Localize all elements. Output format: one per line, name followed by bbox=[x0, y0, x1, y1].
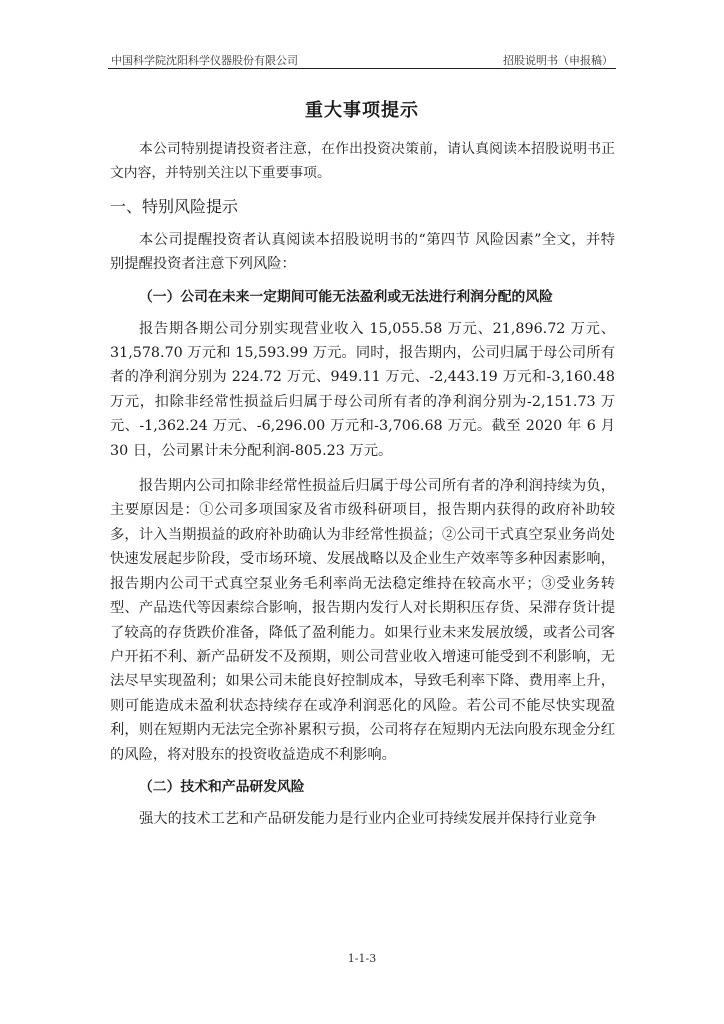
header-document-type: 招股说明书（申报稿） bbox=[503, 54, 613, 67]
page-title: 重大事项提示 bbox=[305, 100, 419, 121]
header-company-name: 中国科学院沈阳科学仪器股份有限公司 bbox=[111, 54, 298, 67]
profit-risk-paragraph-1: 报告期各期公司分别实现营业收入 15,055.58 万元、21,896.72 万元、31,578.70 万元和 15,593.99 万元。同时，报告期内，公司归属于母公司所有者的净利润分别为 224.72 万元、949.11 万元、-2,443.19 万元和-3,160.48 万元，扣除非经常性损益后归属于母公司所有者的净利润分别为-2,151.73 万元、-1,362.24 万元、-6,296.00 万元和-3,706.68 万元。截至 2020 年 6 月 30 日，公司累计未分配利润-805.23 万元。 bbox=[110, 320, 615, 459]
section-heading-special-risks: 一、特别风险提示 bbox=[110, 196, 239, 216]
profit-risk-paragraph-2: 报告期内公司扣除非经常性损益后归属于母公司所有者的净利润持续为负，主要原因是：①公司多项国家及省市级科研项目，报告期内获得的政府补助较多，计入当期损益的政府补助确认为非经常性损益；②公司干式真空泵业务尚处快速发展起步阶段，受市场环境、发展战略以及企业生产效率等多种因素影响，报告期内公司干式真空泵业务毛利率尚无法稳定维持在较高水平；③受业务转型、产品迭代等因素综合影响，报告期内发行人对长期积压存货、呆滞存货计提了较高的存货跌价准备，降低了盈利能力。如果行业未来发展放缓，或者公司客户开拓不利、新产品研发不及预期，则公司营业收入增速可能受到不利影响，无法尽早实现盈利；如果公司未能良好控制成本，导致毛利率下降、费用率上升，则可能造成未盈利状态持续存在或净利润恶化的风险。若公司不能尽快实现盈利，则在短期内无法完全弥补累积亏损，公司将存在短期内无法向股东现金分红的风险，将对股东的投资收益造成不利影响。 bbox=[110, 478, 615, 763]
subsection-heading-tech-risk: （二）技术和产品研发风险 bbox=[139, 778, 305, 795]
subsection-heading-profit-risk: （一）公司在未来一定期间可能无法盈利或无法进行利润分配的风险 bbox=[139, 288, 553, 305]
intro-paragraph: 本公司特别提请投资者注意，在作出投资决策前，请认真阅读本招股说明书正文内容，并特别关注以下重要事项。 bbox=[110, 141, 615, 182]
page-header bbox=[108, 50, 616, 68]
tech-risk-paragraph-1: 强大的技术工艺和产品研发能力是行业内企业可持续发展并保持行业竞争 bbox=[139, 810, 597, 827]
section-intro-paragraph: 本公司提醒投资者认真阅读本招股说明书的“第四节 风险因素”全文，并特别提醒投资者注意下列风险： bbox=[110, 231, 615, 273]
header-divider bbox=[108, 68, 616, 69]
page-number: 1-1-3 bbox=[347, 952, 377, 965]
document-body bbox=[110, 137, 615, 831]
